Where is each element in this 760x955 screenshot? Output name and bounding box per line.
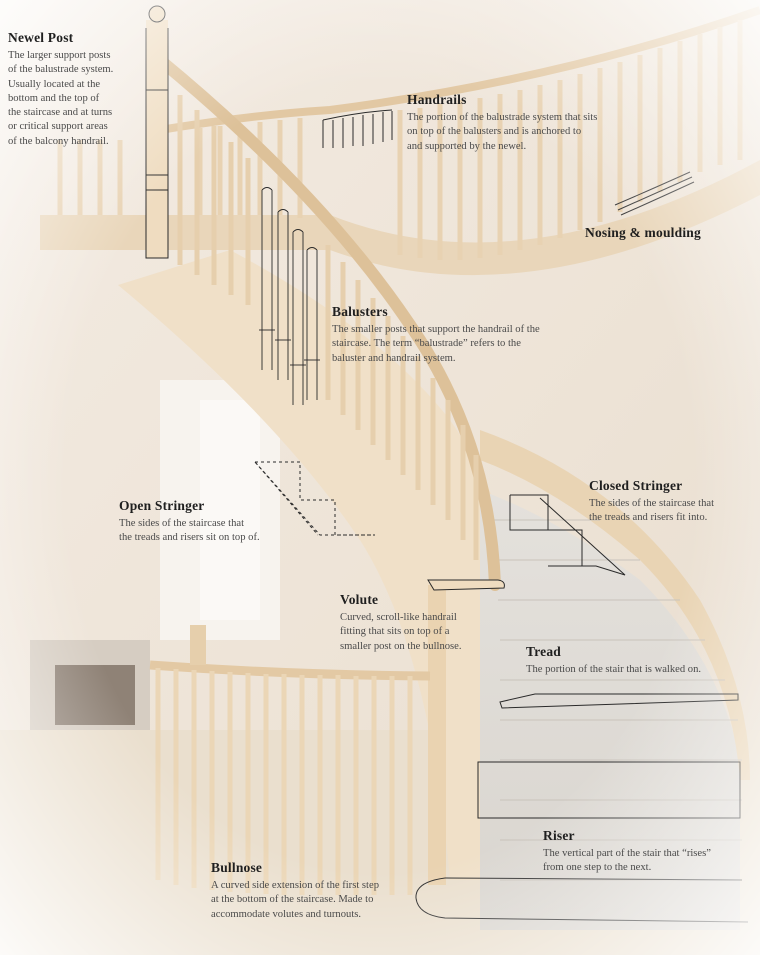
desc-line: Usually located at the: [8, 78, 101, 90]
desc-line: of the balcony handrail.: [8, 135, 109, 147]
newel-post-desc: [8, 49, 158, 149]
label-balusters: [332, 304, 612, 366]
desc-line: The portion of the stair that is walked on.: [526, 664, 702, 675]
desc-line: the treads and risers fit into.: [589, 512, 708, 524]
label-newel-post: [8, 30, 158, 149]
desc-line: The vertical part of the stair that “rises”: [543, 848, 711, 859]
balusters-title: Balusters: [332, 304, 388, 319]
volute-title: Volute: [340, 592, 379, 607]
desc-line: The portion of the balustrade system that sits: [407, 112, 598, 123]
desc-line: staircase. The term “balustrade” refers to the: [332, 338, 521, 350]
desc-line: the staircase and at turns: [8, 107, 113, 119]
desc-line: Curved, scroll-like handrail: [340, 612, 457, 623]
desc-line: bottom and the top of: [8, 92, 100, 104]
volute-desc: [340, 611, 500, 654]
newel-post-title: Newel Post: [8, 30, 74, 45]
riser-desc: [543, 847, 758, 876]
label-tread: [526, 644, 756, 677]
desc-line: The smaller posts that support the handrail of the: [332, 324, 540, 335]
riser-title: Riser: [543, 828, 575, 843]
desc-line: the treads and risers sit on top of.: [119, 532, 260, 544]
desc-line: The larger support posts: [8, 50, 111, 61]
label-volute: [340, 592, 500, 654]
desc-line: fitting that sits on top of a: [340, 626, 450, 638]
desc-line: from one step to the next.: [543, 862, 652, 874]
label-open-stringer: [119, 498, 319, 546]
tread-desc: [526, 663, 756, 677]
closed-stringer-title: Closed Stringer: [589, 478, 683, 493]
open-stringer-desc: [119, 517, 319, 546]
label-nosing: [585, 225, 755, 244]
desc-line: and supported by the newel.: [407, 140, 527, 152]
desc-line: on top of the balusters and is anchored to: [407, 126, 582, 138]
closed-stringer-desc: [589, 497, 757, 526]
label-handrails: [407, 92, 667, 154]
tread-title: Tread: [526, 644, 562, 659]
desc-line: of the balustrade system.: [8, 64, 114, 76]
bullnose-desc: [211, 879, 411, 922]
desc-line: The sides of the staircase that: [589, 498, 715, 509]
desc-line: baluster and handrail system.: [332, 352, 456, 364]
nosing-title: Nosing & moulding: [585, 225, 701, 240]
desc-line: smaller post on the bullnose.: [340, 640, 462, 652]
desc-line: accommodate volutes and turnouts.: [211, 908, 362, 920]
handrails-desc: [407, 111, 667, 154]
desc-line: at the bottom of the staircase. Made to: [211, 894, 374, 906]
handrails-title: Handrails: [407, 92, 467, 107]
label-bullnose: [211, 860, 411, 922]
balusters-desc: [332, 323, 612, 366]
label-riser: [543, 828, 758, 876]
desc-line: or critical support areas: [8, 121, 108, 133]
desc-line: A curved side extension of the first step: [211, 880, 379, 891]
bullnose-title: Bullnose: [211, 860, 263, 875]
label-closed-stringer: [589, 478, 757, 526]
desc-line: The sides of the staircase that: [119, 518, 245, 529]
open-stringer-title: Open Stringer: [119, 498, 205, 513]
